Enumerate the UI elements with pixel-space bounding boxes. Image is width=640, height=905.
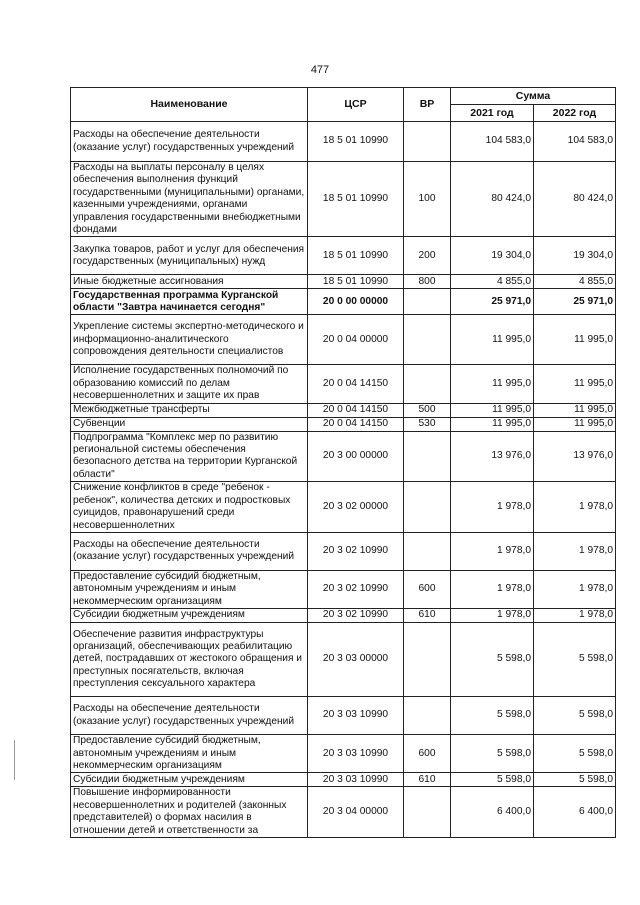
row-vr bbox=[404, 532, 451, 570]
table-row bbox=[71, 697, 616, 735]
table-row bbox=[71, 162, 616, 237]
row-sum-2021: 104 583,0 bbox=[451, 122, 534, 162]
row-name: Расходы на обеспечение деятельности (оказание услуг) государственных учреждений bbox=[71, 532, 308, 570]
row-sum-2021: 1 978,0 bbox=[451, 570, 534, 608]
table-row bbox=[71, 365, 616, 403]
row-csr: 18 5 01 10990 bbox=[308, 275, 404, 289]
row-vr bbox=[404, 623, 451, 697]
table-row bbox=[71, 609, 616, 623]
row-name: Иные бюджетные ассигнования bbox=[71, 275, 308, 289]
row-csr: 20 3 02 10990 bbox=[308, 609, 404, 623]
row-vr: 530 bbox=[404, 417, 451, 431]
row-sum-2022: 5 598,0 bbox=[534, 735, 616, 773]
row-sum-2022: 25 971,0 bbox=[534, 289, 616, 315]
row-sum-2021: 11 995,0 bbox=[451, 315, 534, 365]
table-body bbox=[71, 122, 616, 838]
row-name: Предоставление субсидий бюджетным, автономным учреждениям и иным некоммерческим организациям bbox=[71, 570, 308, 608]
row-name: Закупка товаров, работ и услуг для обеспечения государственных (муниципальных) нужд bbox=[71, 237, 308, 275]
row-sum-2021: 1 978,0 bbox=[451, 482, 534, 533]
table-row bbox=[71, 237, 616, 275]
row-sum-2022: 11 995,0 bbox=[534, 417, 616, 431]
row-sum-2021: 13 976,0 bbox=[451, 431, 534, 482]
row-sum-2022: 11 995,0 bbox=[534, 315, 616, 365]
row-sum-2022: 19 304,0 bbox=[534, 237, 616, 275]
row-sum-2022: 104 583,0 bbox=[534, 122, 616, 162]
table-row bbox=[71, 623, 616, 697]
row-sum-2021: 5 598,0 bbox=[451, 773, 534, 787]
header-name: Наименование bbox=[71, 88, 308, 122]
header-csr: ЦСР bbox=[308, 88, 404, 122]
row-name: Укрепление системы экспертно-методического и информационно-аналитического сопровождения деятельности специалистов bbox=[71, 315, 308, 365]
row-vr bbox=[404, 365, 451, 403]
row-sum-2021: 1 978,0 bbox=[451, 532, 534, 570]
row-csr: 18 5 01 10990 bbox=[308, 237, 404, 275]
row-vr bbox=[404, 697, 451, 735]
row-sum-2021: 25 971,0 bbox=[451, 289, 534, 315]
row-sum-2021: 5 598,0 bbox=[451, 697, 534, 735]
row-csr: 20 0 04 00000 bbox=[308, 315, 404, 365]
row-sum-2021: 11 995,0 bbox=[451, 365, 534, 403]
row-vr: 600 bbox=[404, 735, 451, 773]
page-number: 477 bbox=[310, 64, 330, 76]
row-vr bbox=[404, 482, 451, 533]
row-vr bbox=[404, 315, 451, 365]
row-name: Субсидии бюджетным учреждениям bbox=[71, 773, 308, 787]
row-name: Повышение информированности несовершеннолетних и родителей (законных представителей) о формах насилия в отношении детей и ответственности за bbox=[71, 787, 308, 838]
row-sum-2021: 11 995,0 bbox=[451, 417, 534, 431]
budget-table bbox=[70, 87, 616, 838]
row-csr: 20 3 03 00000 bbox=[308, 623, 404, 697]
row-sum-2022: 4 855,0 bbox=[534, 275, 616, 289]
table-row bbox=[71, 532, 616, 570]
row-name: Подпрограмма "Комплекс мер по развитию региональной системы обеспечения безопасного детства на территории Курганской области" bbox=[71, 431, 308, 482]
row-name: Расходы на обеспечение деятельности (оказание услуг) государственных учреждений bbox=[71, 122, 308, 162]
row-csr: 20 0 04 14150 bbox=[308, 403, 404, 417]
row-vr: 610 bbox=[404, 773, 451, 787]
row-csr: 20 0 00 00000 bbox=[308, 289, 404, 315]
row-sum-2022: 1 978,0 bbox=[534, 570, 616, 608]
row-vr: 800 bbox=[404, 275, 451, 289]
row-sum-2021: 6 400,0 bbox=[451, 787, 534, 838]
table-row bbox=[71, 275, 616, 289]
row-name: Субвенции bbox=[71, 417, 308, 431]
row-vr bbox=[404, 787, 451, 838]
row-sum-2021: 80 424,0 bbox=[451, 162, 534, 237]
margin-mark bbox=[14, 740, 15, 780]
header-year-2021: 2021 год bbox=[451, 105, 534, 122]
row-vr: 100 bbox=[404, 162, 451, 237]
table-row bbox=[71, 431, 616, 482]
row-sum-2021: 4 855,0 bbox=[451, 275, 534, 289]
header-sum: Сумма bbox=[451, 88, 616, 105]
row-csr: 20 3 02 10990 bbox=[308, 570, 404, 608]
row-sum-2022: 5 598,0 bbox=[534, 773, 616, 787]
row-name: Снижение конфликтов в среде "ребенок - ребенок", количества детских и подростковых суицидов, правонарушений среди несовершеннолетних bbox=[71, 482, 308, 533]
row-name: Расходы на выплаты персоналу в целях обеспечения выполнения функций государственными (муниципальными) органами, казенными учреждениями, органами управления государственными внебюджетными фондами bbox=[71, 162, 308, 237]
row-sum-2022: 6 400,0 bbox=[534, 787, 616, 838]
row-vr bbox=[404, 122, 451, 162]
table-row bbox=[71, 482, 616, 533]
row-csr: 20 3 02 10990 bbox=[308, 532, 404, 570]
row-vr: 200 bbox=[404, 237, 451, 275]
row-sum-2022: 1 978,0 bbox=[534, 532, 616, 570]
row-csr: 18 5 01 10990 bbox=[308, 162, 404, 237]
row-name: Предоставление субсидий бюджетным, автономным учреждениям и иным некоммерческим организациям bbox=[71, 735, 308, 773]
row-vr: 610 bbox=[404, 609, 451, 623]
row-csr: 20 3 02 00000 bbox=[308, 482, 404, 533]
row-sum-2022: 13 976,0 bbox=[534, 431, 616, 482]
row-sum-2022: 11 995,0 bbox=[534, 403, 616, 417]
row-sum-2022: 5 598,0 bbox=[534, 623, 616, 697]
row-csr: 18 5 01 10990 bbox=[308, 122, 404, 162]
row-vr bbox=[404, 289, 451, 315]
row-csr: 20 3 03 10990 bbox=[308, 697, 404, 735]
table-row bbox=[71, 417, 616, 431]
row-name: Государственная программа Курганской области "Завтра начинается сегодня" bbox=[71, 289, 308, 315]
header-year-2022: 2022 год bbox=[534, 105, 616, 122]
row-csr: 20 3 03 10990 bbox=[308, 735, 404, 773]
table-row bbox=[71, 122, 616, 162]
row-sum-2022: 80 424,0 bbox=[534, 162, 616, 237]
row-name: Исполнение государственных полномочий по образованию комиссий по делам несовершеннолетних и защите их прав bbox=[71, 365, 308, 403]
row-name: Субсидии бюджетным учреждениям bbox=[71, 609, 308, 623]
table-row bbox=[71, 315, 616, 365]
row-sum-2022: 5 598,0 bbox=[534, 697, 616, 735]
row-sum-2022: 1 978,0 bbox=[534, 482, 616, 533]
table-row bbox=[71, 289, 616, 315]
row-csr: 20 0 04 14150 bbox=[308, 417, 404, 431]
row-sum-2022: 1 978,0 bbox=[534, 609, 616, 623]
table-row bbox=[71, 403, 616, 417]
row-name: Обеспечение развития инфраструктуры организаций, обеспечивающих реабилитацию детей, пострадавших от жестокого обращения и преступных посягательств, включая преступления сексуального характера bbox=[71, 623, 308, 697]
table-row bbox=[71, 773, 616, 787]
row-vr: 600 bbox=[404, 570, 451, 608]
row-csr: 20 3 00 00000 bbox=[308, 431, 404, 482]
row-sum-2021: 19 304,0 bbox=[451, 237, 534, 275]
row-vr: 500 bbox=[404, 403, 451, 417]
row-csr: 20 0 04 14150 bbox=[308, 365, 404, 403]
row-name: Расходы на обеспечение деятельности (оказание услуг) государственных учреждений bbox=[71, 697, 308, 735]
row-sum-2022: 11 995,0 bbox=[534, 365, 616, 403]
table-row bbox=[71, 570, 616, 608]
table-row bbox=[71, 735, 616, 773]
row-csr: 20 3 03 10990 bbox=[308, 773, 404, 787]
row-name: Межбюджетные трансферты bbox=[71, 403, 308, 417]
row-csr: 20 3 04 00000 bbox=[308, 787, 404, 838]
table-row bbox=[71, 787, 616, 838]
row-sum-2021: 5 598,0 bbox=[451, 623, 534, 697]
row-sum-2021: 11 995,0 bbox=[451, 403, 534, 417]
header-vr: ВР bbox=[404, 88, 451, 122]
row-sum-2021: 5 598,0 bbox=[451, 735, 534, 773]
row-sum-2021: 1 978,0 bbox=[451, 609, 534, 623]
row-vr bbox=[404, 431, 451, 482]
